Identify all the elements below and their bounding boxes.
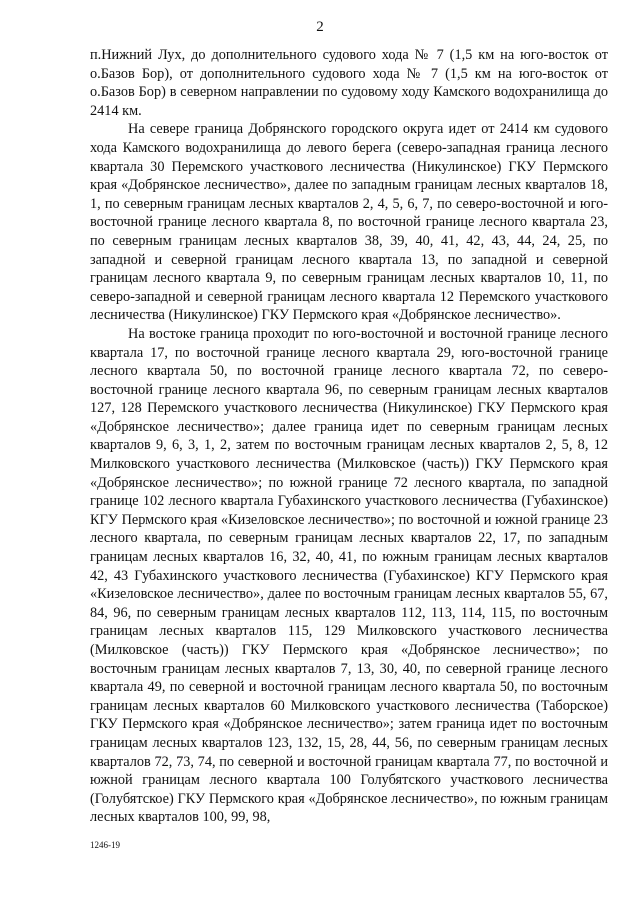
paragraph-continuation: п.Нижний Лух, до дополнительного судового хода № 7 (1,5 км на юго-восток от о.Базов Бор), от дополнительного судового хода № 7 (1,5 км на юго-восток от о.Базов Бор) в северном направлении по судовому ходу Камского водохранилища до 2414 км. bbox=[90, 47, 608, 119]
paragraph-north-boundary: На севере граница Добрянского городского округа идет от 2414 км судового хода Камского водохранилища до левого берега (северо-западная граница лесного квартала 30 Перемского участкового лесничества (Никулинское) ГКУ Пермского края «Добрянское лесничество», далее по западным границам лесных кварталов 18, 1, по северным границам лесных кварталов 2, 4, 5, 6, 7, по северо-восточной и юго-восточной границе лесного квартала 8, по восточной границе лесного квартала 23, по северным границам лесных кварталов 38, 39, 40, 41, 42, 43, 44, 24, 25, по западной и северной границам лесного квартала 13, по западной и северной границам лесного квартала 9, по северным границам лесных кварталов 10, 11, по северо-западной и северной границам лесного квартала 12 Перемского участкового лесничества (Никулинское) ГКУ Пермского края «Добрянское лесничество». bbox=[90, 121, 608, 324]
document-body bbox=[90, 46, 608, 827]
page-number: 2 bbox=[316, 19, 324, 35]
paragraph-east-boundary: На востоке граница проходит по юго-восточной и восточной границе лесного квартала 17, по восточной границе лесного квартала 29, юго-восточной границе лесного квартала 50, по восточной границе лесного квартала 72, по северо-восточной границе лесного квартала 96, по северным границам лесных кварталов 127, 128 Перемского участкового лесничества (Никулинское) ГКУ Пермского края «Добрянское лесничество»; далее граница идет по северным границам лесных кварталов 9, 6, 3, 1, 2, затем по восточным границам лесных кварталов 2, 5, 8, 12 Милковского участкового лесничества (Милковское (часть)) ГКУ Пермского края «Добрянское лесничество»; по южной границе 72 лесного квартала, по западной границе 102 лесного квартала Губахинского участкового лесничества (Губахинское) КГУ Пермского края «Кизеловское лесничество»; по восточной и южной границе 23 лесного квартала, по северным границам лесных кварталов 22, 17, по западным границам лесных кварталов 16, 32, 40, 41, по южным границам лесных кварталов 42, 43 Губахинского участкового лесничества (Губахинское) КГУ Пермского края «Кизеловское лесничество», далее по восточным границам лесных кварталов 55, 67, 84, 96, по северным границам лесных кварталов 112, 113, 114, 115, по восточным границам лесных кварталов 115, 129 Милковского участкового лесничества (Милковское (часть)) ГКУ Пермского края «Добрянское лесничество»; по восточным границам лесных кварталов 7, 13, 30, 40, по северной границе лесного квартала 49, по северной и восточной границам лесного квартала 50, по восточным границам лесных кварталов 60 Милковского участкового лесничества (Таборское) ГКУ Пермского края «Добрянское лесничество»; затем граница идет по восточным границам лесных кварталов 123, 132, 15, 28, 44, 56, по северным границам лесных кварталов 72, 73, 74, по северной и восточной границам квартала 77, по восточной и южной границам лесного квартала 100 Голубятского участкового лесничества (Голубятское) ГКУ Пермского края «Добрянское лесничество», по южным границам лесных кварталов 100, 99, 98, bbox=[90, 325, 608, 826]
document-code: 1246-19 bbox=[90, 840, 120, 850]
